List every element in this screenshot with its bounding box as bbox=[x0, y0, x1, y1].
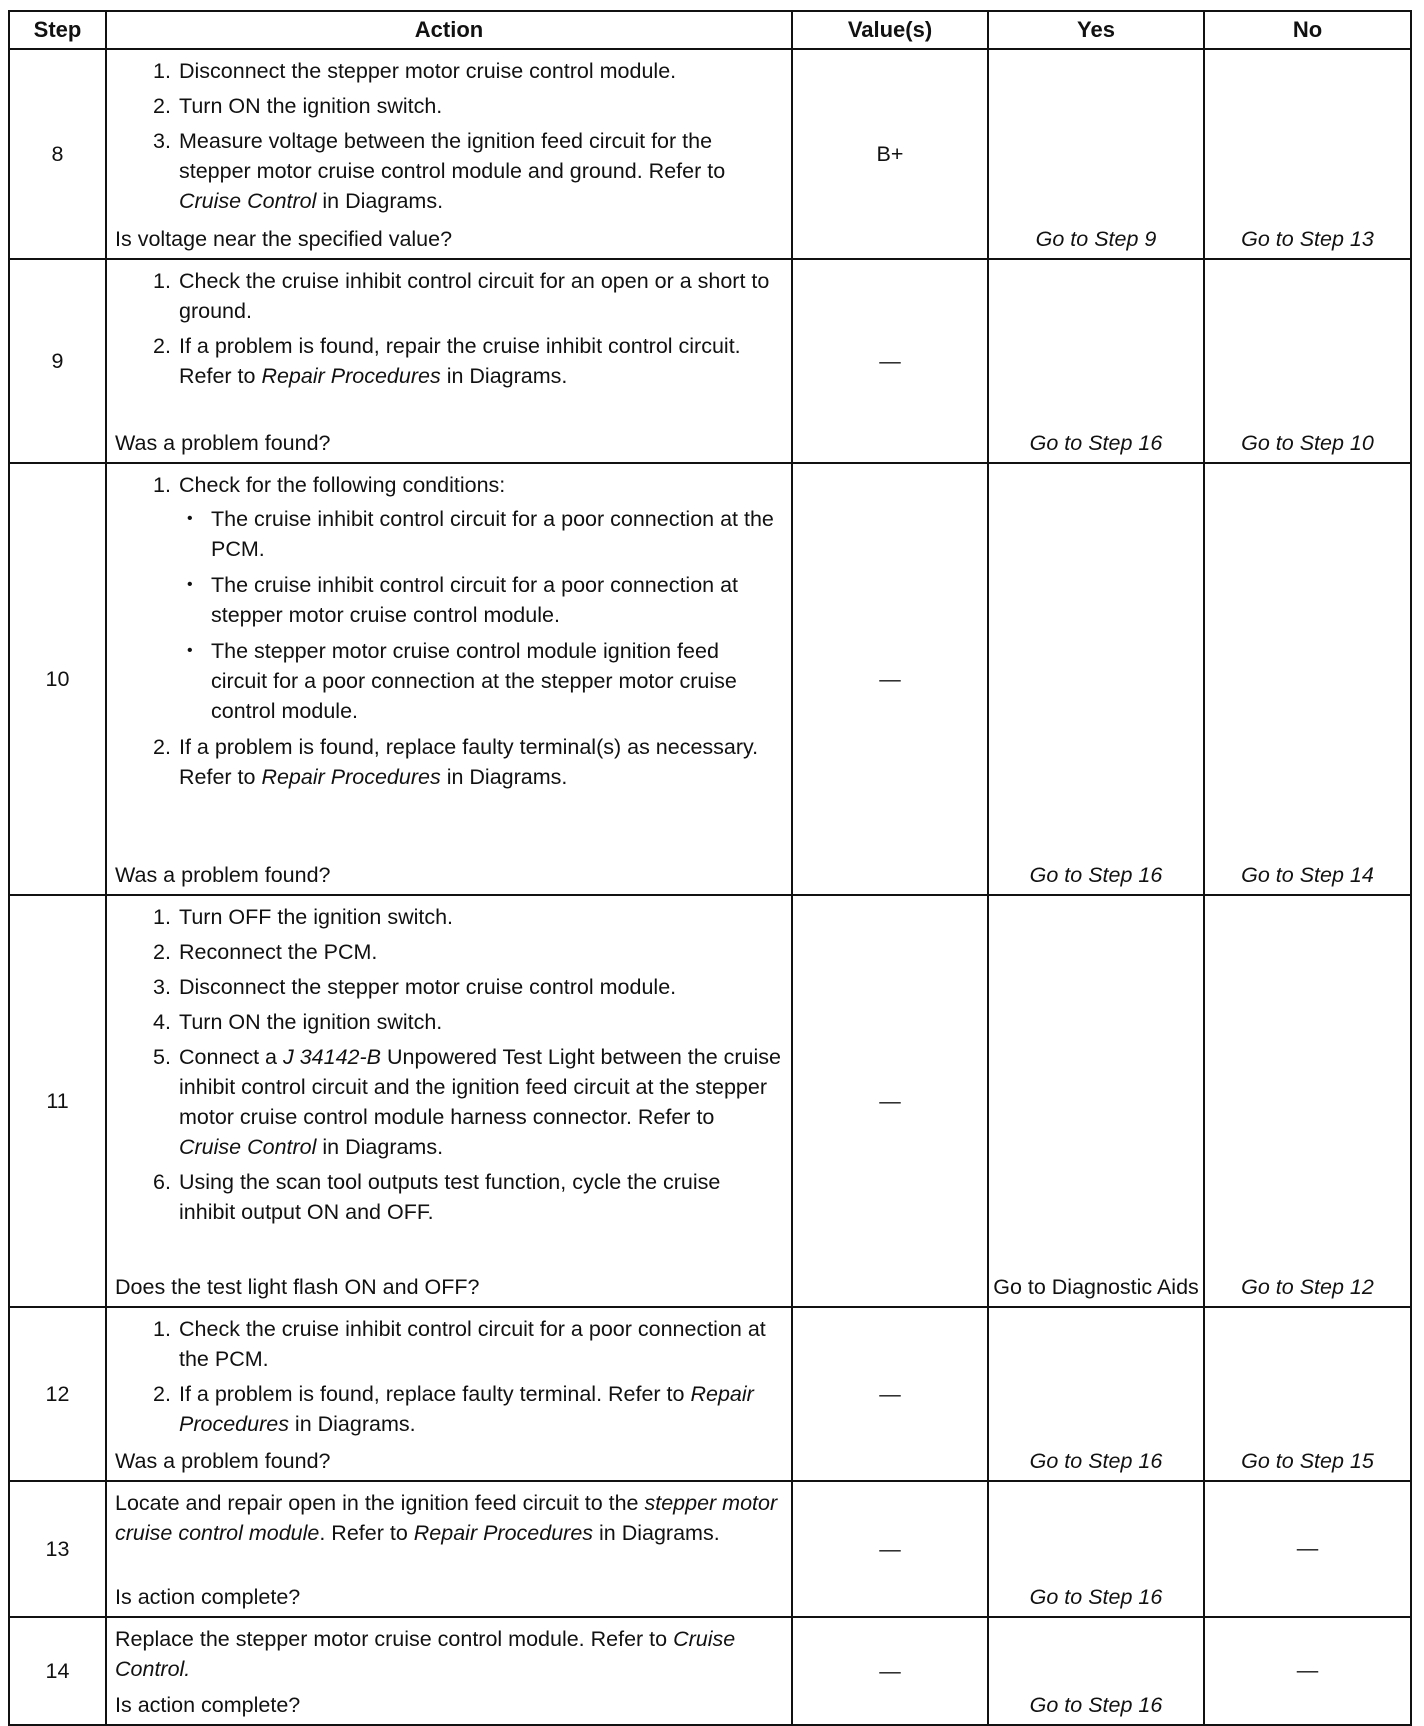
no-cell: — bbox=[1204, 1481, 1411, 1617]
yes-cell: Go to Step 16 bbox=[988, 1481, 1204, 1617]
action-step: Reconnect the PCM. bbox=[179, 940, 378, 964]
table-row bbox=[9, 463, 1411, 895]
condition-item: • The cruise inhibit control circuit for a poor connection at the PCM. bbox=[179, 504, 781, 564]
action-step: Turn ON the ignition switch. bbox=[179, 94, 443, 118]
yes-cell: Go to Step 16 bbox=[988, 259, 1204, 463]
action-steps bbox=[115, 56, 781, 216]
step-number: 14 bbox=[9, 1617, 106, 1725]
action-step: Check for the following conditions: • The cruise inhibit control circuit for a poor connection at the PCM. • The cruise inhibit control circuit for a poor connection at stepper motor cruise control module. • The stepper motor cruise control module ignition feed circuit for a poor connection at the stepper motor cruise control module. bbox=[145, 470, 781, 726]
no-cell: Go to Step 15 bbox=[1204, 1307, 1411, 1481]
header-yes: Yes bbox=[988, 11, 1204, 49]
table-row bbox=[9, 1617, 1411, 1725]
table-row bbox=[9, 1307, 1411, 1481]
action-cell bbox=[106, 1307, 792, 1481]
action-cell bbox=[106, 895, 792, 1307]
no-cell: Go to Step 13 bbox=[1204, 49, 1411, 259]
action-question: Was a problem found? bbox=[115, 863, 331, 887]
step-number: 10 bbox=[9, 463, 106, 895]
table-row bbox=[9, 49, 1411, 259]
header-values: Value(s) bbox=[792, 11, 988, 49]
action-step: Check the cruise inhibit control circuit for a poor connection at the PCM. bbox=[179, 1317, 766, 1371]
value-cell: — bbox=[792, 1307, 988, 1481]
table-row bbox=[9, 259, 1411, 463]
action-question: Is action complete? bbox=[115, 1693, 301, 1717]
action-step: Turn ON the ignition switch. bbox=[179, 1010, 443, 1034]
action-cell bbox=[106, 463, 792, 895]
action-cell bbox=[106, 1481, 792, 1617]
no-cell: — bbox=[1204, 1617, 1411, 1725]
action-step: If a problem is found, replace faulty terminal. Refer to Repair Procedures in Diagrams. bbox=[179, 1382, 754, 1436]
step-number: 13 bbox=[9, 1481, 106, 1617]
action-question: Is voltage near the specified value? bbox=[115, 227, 453, 251]
action-text: Locate and repair open in the ignition feed circuit to the stepper motor cruise control module. Refer to Repair Procedures in Diagrams. bbox=[115, 1491, 778, 1545]
yes-cell: Go to Step 9 bbox=[988, 49, 1204, 259]
action-cell bbox=[106, 259, 792, 463]
header-step: Step bbox=[9, 11, 106, 49]
action-steps bbox=[115, 1314, 781, 1439]
action-cell bbox=[106, 1617, 792, 1725]
action-steps bbox=[115, 266, 781, 391]
value-cell: — bbox=[792, 259, 988, 463]
action-question: Was a problem found? bbox=[115, 431, 331, 455]
action-steps bbox=[115, 902, 781, 1227]
condition-item: • The cruise inhibit control circuit for a poor connection at stepper motor cruise control module. bbox=[179, 570, 781, 630]
action-question: Is action complete? bbox=[115, 1585, 301, 1609]
step-number: 9 bbox=[9, 259, 106, 463]
diagnostic-table bbox=[8, 10, 1412, 1726]
step-number: 11 bbox=[9, 895, 106, 1307]
value-cell: — bbox=[792, 1617, 988, 1725]
no-cell: Go to Step 12 bbox=[1204, 895, 1411, 1307]
action-question: Does the test light flash ON and OFF? bbox=[115, 1275, 480, 1299]
yes-cell: Go to Step 16 bbox=[988, 1617, 1204, 1725]
action-step: Turn OFF the ignition switch. bbox=[179, 905, 454, 929]
action-step: Using the scan tool outputs test function, cycle the cruise inhibit output ON and OFF. bbox=[179, 1170, 721, 1224]
action-step: Measure voltage between the ignition feed circuit for the stepper motor cruise control module and ground. Refer to Cruise Control in Diagrams. bbox=[179, 129, 726, 213]
header-row bbox=[9, 11, 1411, 49]
action-cell bbox=[106, 49, 792, 259]
value-cell: — bbox=[792, 1481, 988, 1617]
condition-item: • The stepper motor cruise control module ignition feed circuit for a poor connection at the stepper motor cruise control module. bbox=[179, 636, 781, 726]
table-row bbox=[9, 895, 1411, 1307]
header-action: Action bbox=[106, 11, 792, 49]
step-number: 12 bbox=[9, 1307, 106, 1481]
action-question: Was a problem found? bbox=[115, 1449, 331, 1473]
action-text: Replace the stepper motor cruise control module. Refer to Cruise Control. bbox=[115, 1627, 736, 1681]
table-row bbox=[9, 1481, 1411, 1617]
action-step: Check the cruise inhibit control circuit for an open or a short to ground. bbox=[179, 269, 770, 323]
action-step: If a problem is found, replace faulty terminal(s) as necessary. Refer to Repair Procedures in Diagrams. bbox=[179, 735, 759, 789]
action-step: Connect a J 34142-B Unpowered Test Light between the cruise inhibit control circuit and the ignition feed circuit at the stepper motor cruise control module harness connector. Refer to Cruise Control in Diagrams. bbox=[179, 1045, 781, 1159]
value-cell: B+ bbox=[792, 49, 988, 259]
action-step: Disconnect the stepper motor cruise control module. bbox=[179, 975, 677, 999]
no-cell: Go to Step 14 bbox=[1204, 463, 1411, 895]
no-cell: Go to Step 10 bbox=[1204, 259, 1411, 463]
action-step: Disconnect the stepper motor cruise control module. bbox=[179, 59, 677, 83]
action-step: If a problem is found, repair the cruise inhibit control circuit. Refer to Repair Procedures in Diagrams. bbox=[179, 334, 741, 388]
yes-cell: Go to Step 16 bbox=[988, 463, 1204, 895]
header-no: No bbox=[1204, 11, 1411, 49]
value-cell: — bbox=[792, 895, 988, 1307]
step-number: 8 bbox=[9, 49, 106, 259]
action-steps bbox=[115, 470, 781, 792]
yes-cell: Go to Diagnostic Aids bbox=[988, 895, 1204, 1307]
condition-list bbox=[179, 504, 781, 726]
yes-cell: Go to Step 16 bbox=[988, 1307, 1204, 1481]
value-cell: — bbox=[792, 463, 988, 895]
